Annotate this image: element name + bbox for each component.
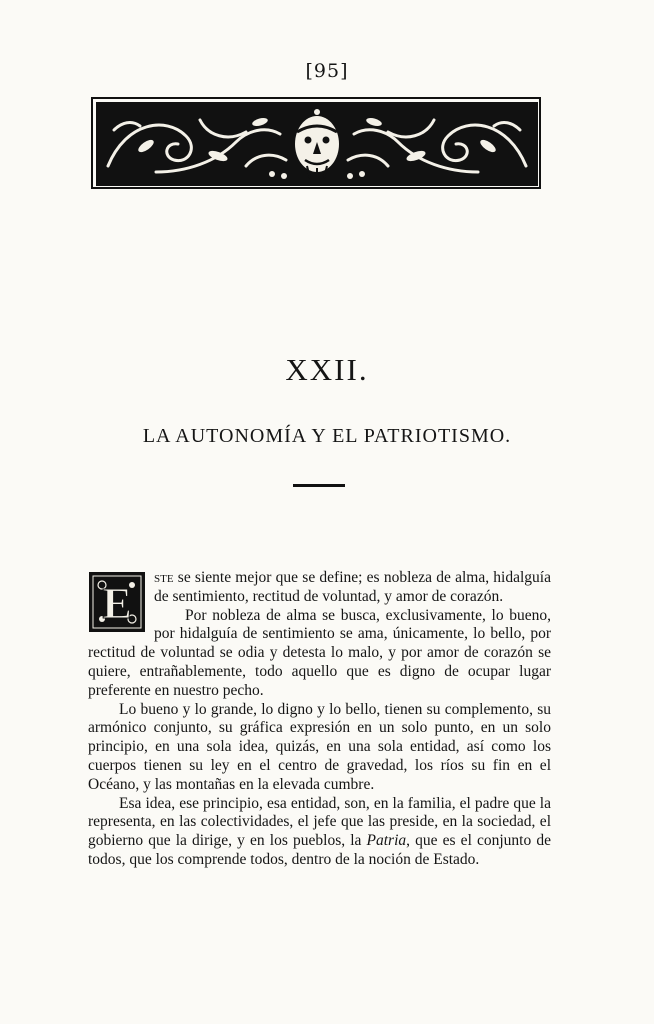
page-number: [95] <box>305 60 349 82</box>
emphasis-patria: Patria <box>366 832 407 850</box>
title-divider <box>293 484 345 487</box>
ornamental-initial-icon <box>88 571 146 633</box>
paragraph-text: Lo bueno y lo grande, lo digno y lo bello, tienen su complemento, su armónico conjunto, su gráfica expresión en un solo punto, en un solo principio, en una sola idea, quizás, en una sola entidad, así como los cuerpos tienen su ley en el centro de gravedad, los ríos su fin en el Océano, y las montañas en la elevada cumbre. <box>88 700 551 793</box>
paragraph-4 <box>88 795 551 870</box>
paragraph-text: se siente mejor que se define; es nobleza de alma, hidalguía de sentimiento, rectitud de voluntad, y amor de corazón. <box>154 569 551 605</box>
paragraph-2 <box>88 607 551 701</box>
chapter-title: LA AUTONOMÍA Y EL PATRIOTISMO. <box>142 425 512 447</box>
paragraph-lead: ste <box>154 569 174 586</box>
paragraph-text: , que es el conjunto de todos, que los comprende todos, dentro de la noción de Estado. <box>88 832 551 868</box>
drop-cap <box>88 571 146 633</box>
paragraph-1 <box>88 569 551 607</box>
chapter-number: XXII. <box>285 352 369 387</box>
decorative-header-band <box>91 97 541 189</box>
paragraph-3 <box>88 701 551 795</box>
drop-cap-letter: E <box>102 579 132 628</box>
foliage-ornament-icon <box>96 102 538 186</box>
paragraph-text: Esa idea, ese principio, esa entidad, son, en la familia, el padre que la representa, en las colectividades, el jefe que las preside, en la sociedad, el gobierno que la dirige, y en los pueblos, la <box>88 794 551 850</box>
paragraph-text: Por nobleza de alma se busca, exclusivamente, lo bueno, por hidalguía de sentimiento se ama, únicamente, lo bello, por rectitud de voluntad se odia y detesta lo malo, y por amor de corazón se quiere, entrañablemente, todo aquello que es digno de ocupar lugar preferente en nuestro pecho. <box>88 606 551 699</box>
body-text <box>88 569 551 870</box>
